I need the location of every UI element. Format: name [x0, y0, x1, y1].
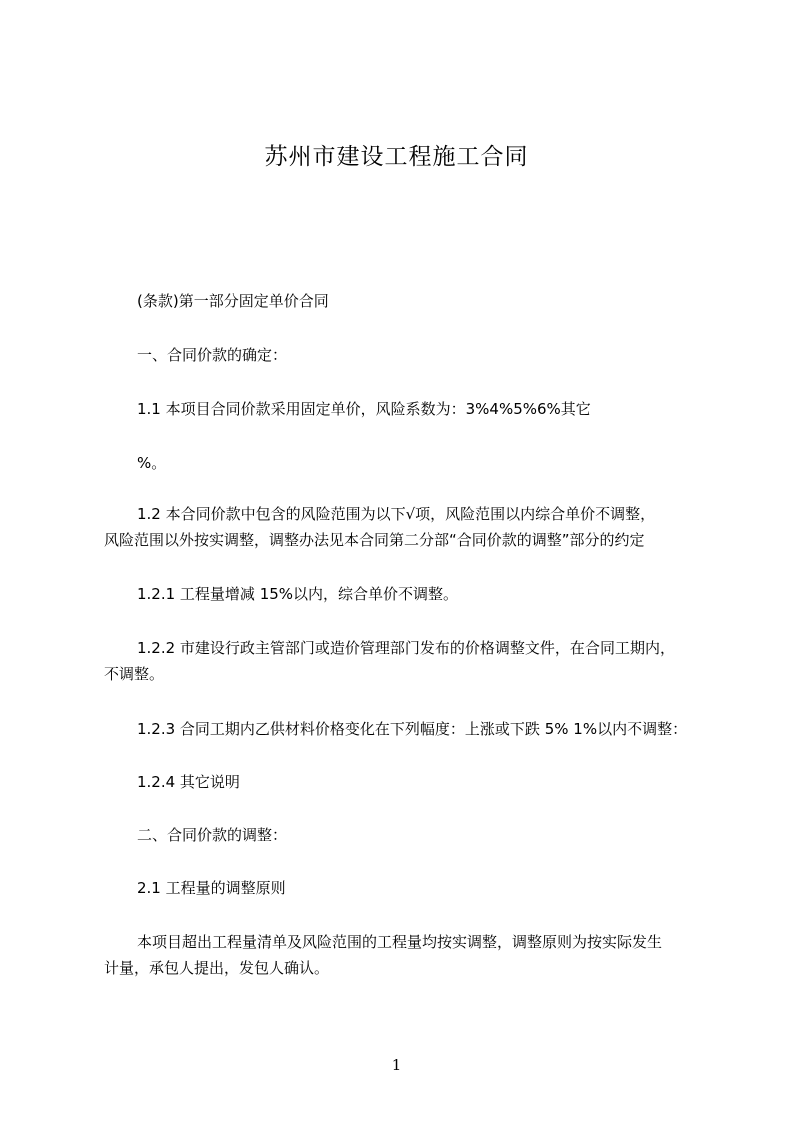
clause-2-1-body-line-2: 计量，承包人提出，发包人确认。 [104, 959, 330, 977]
document-title: 苏州市建设工程施工合同 [264, 144, 529, 170]
clause-1-2-2-line-2: 不调整。 [104, 665, 165, 683]
clause-1-2-line-2: 风险范围以外按实调整，调整办法见本合同第二分部“合同价款的调整”部分的约定 [104, 531, 645, 549]
clause-2-1-body [104, 929, 662, 981]
terms-heading: (条款)第一部分固定单价合同 [137, 292, 329, 310]
clause-1-1-line-1: 1.1 本项目合同价款采用固定单价，风险系数为：3%4%5%6%其它 [137, 400, 591, 418]
clause-1-2-2 [104, 635, 675, 687]
clause-2-1: 2.1 工程量的调整原则 [137, 879, 286, 897]
clause-1-2-2-line-1: 1.2.2 市建设行政主管部门或造价管理部门发布的价格调整文件，在合同工期内， [137, 639, 675, 657]
clause-1-2-3: 1.2.3 合同工期内乙供材料价格变化在下列幅度：上涨或下跌 5% 1%以内不调整： [137, 720, 688, 738]
page-number: 1 [391, 1056, 402, 1074]
clause-1-1-line-2: %。 [137, 454, 167, 472]
clause-1-2 [104, 501, 655, 553]
clause-1-2-4: 1.2.4 其它说明 [137, 773, 240, 791]
clause-1-2-1: 1.2.1 工程量增减 15%以内，综合单价不调整。 [137, 585, 459, 603]
clause-1-2-line-1: 1.2 本合同价款中包含的风险范围为以下√项，风险范围以内综合单价不调整， [137, 505, 656, 523]
clause-2-1-body-line-1: 本项目超出工程量清单及风险范围的工程量均按实调整，调整原则为按实际发生 [137, 933, 663, 951]
section-1-heading: 一、合同价款的确定： [137, 346, 288, 364]
section-2-heading: 二、合同价款的调整： [137, 826, 288, 844]
